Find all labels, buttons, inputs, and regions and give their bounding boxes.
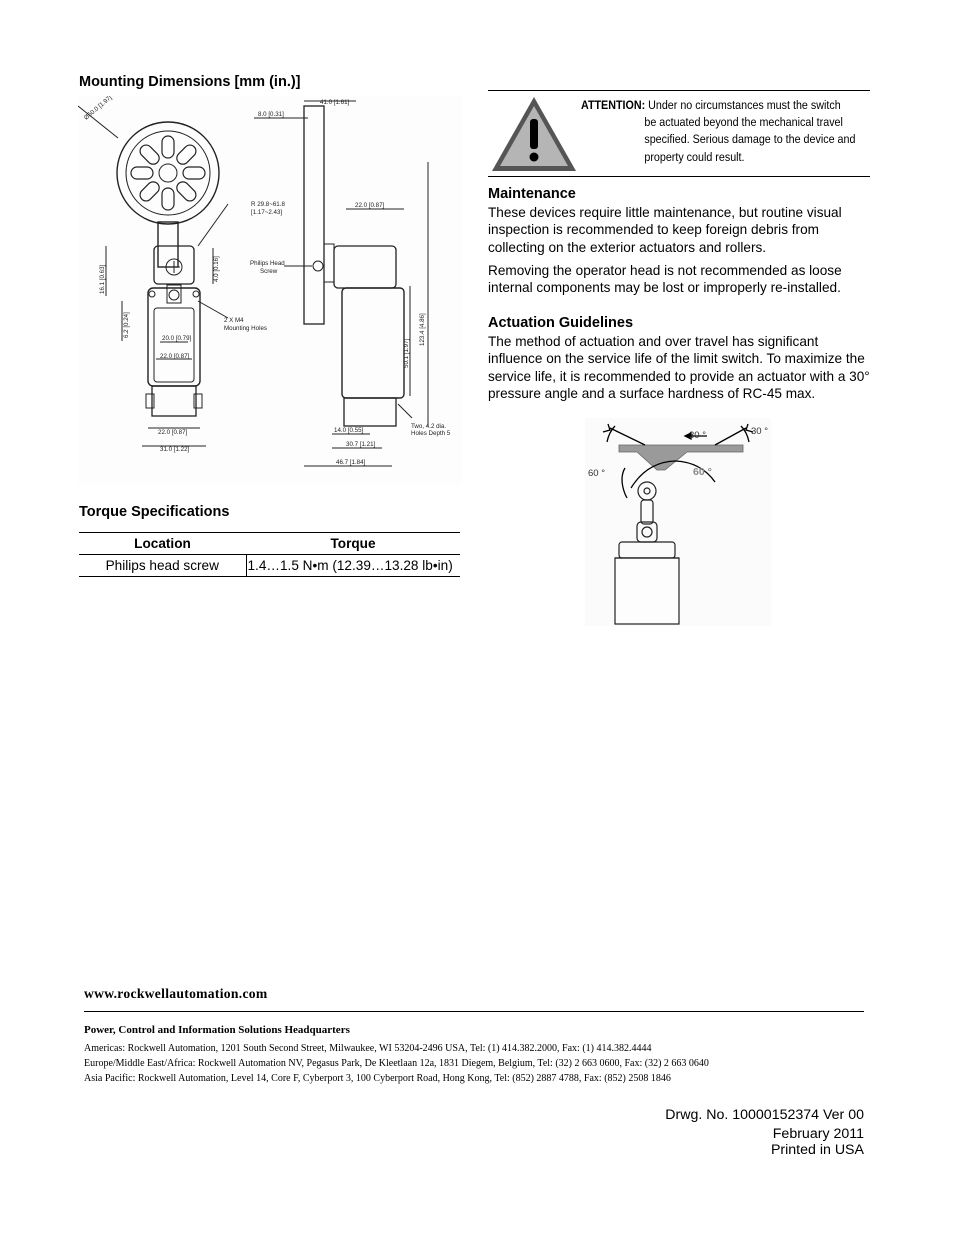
svg-text:46.7 [1.84]: 46.7 [1.84] xyxy=(336,459,366,466)
svg-text:Mounting Holes: Mounting Holes xyxy=(224,325,267,332)
mounting-dimensions-drawing xyxy=(78,96,462,484)
actuation-paragraph: The method of actuation and over travel has significant influence on the service life of the limit switch. To maximize the service life, it is recommended to provide an actuator with a 30° pressure angle and a surface hardness of RC-45 max. xyxy=(488,334,870,402)
maintenance-title: Maintenance xyxy=(488,186,576,202)
svg-text:16.1 [0.63]: 16.1 [0.63] xyxy=(99,264,106,294)
column-header-location: Location xyxy=(79,533,246,555)
svg-text:R 29.8~61.8: R 29.8~61.8 xyxy=(251,201,285,208)
svg-text:31.0 [1.22]: 31.0 [1.22] xyxy=(160,446,190,453)
footer-url[interactable]: www.rockwellautomation.com xyxy=(84,986,268,1001)
svg-text:Screw: Screw xyxy=(260,268,278,275)
svg-text:22.0 [0.87]: 22.0 [0.87] xyxy=(355,202,385,209)
attention-line1: Under no circumstances must the switch xyxy=(648,98,841,112)
attention-text xyxy=(581,97,871,166)
drawing-number: Drwg. No. 10000152374 Ver 00 xyxy=(665,1107,864,1123)
svg-text:Ø50.0 [1.97]: Ø50.0 [1.97] xyxy=(82,96,114,122)
actuation-figure xyxy=(585,418,771,626)
cell-location: Philips head screw xyxy=(79,555,246,577)
svg-text:Two, 4.2 dia.: Two, 4.2 dia. xyxy=(411,423,447,430)
svg-text:20.0 [0.79]: 20.0 [0.79] xyxy=(162,335,192,342)
cell-torque: 1.4…1.5 N•m (12.39…13.28 lb•in) xyxy=(246,555,460,577)
svg-text:22.0 [0.87]: 22.0 [0.87] xyxy=(158,429,188,436)
angle-center-label: 60 ° xyxy=(693,466,712,478)
angle-left-label: 60 ° xyxy=(588,468,606,479)
maintenance-paragraph-2: Removing the operator head is not recommended as loose internal components may be lost or improperly re-installed. xyxy=(488,263,842,296)
footer-americas: Americas: Rockwell Automation, 1201 South Second Street, Milwaukee, WI 53204-2496 USA, Tel: (1) 414.382.2000, Fax: (1) 414.382.4444 xyxy=(84,1043,652,1054)
svg-text:Holes Depth 5: Holes Depth 5 xyxy=(411,430,451,437)
attention-label: ATTENTION: xyxy=(581,98,646,112)
svg-text:6.2 [0.24]: 6.2 [0.24] xyxy=(123,312,130,338)
svg-text:4.0 [0.16]: 4.0 [0.16] xyxy=(213,256,220,282)
svg-text:8.0 [0.31]: 8.0 [0.31] xyxy=(258,111,284,118)
footer-divider xyxy=(84,1011,864,1012)
actuation-title: Actuation Guidelines xyxy=(488,315,634,331)
table-row xyxy=(79,555,460,577)
torque-title: Torque Specifications xyxy=(79,504,230,520)
torque-table xyxy=(79,532,460,577)
attention-box xyxy=(488,90,870,177)
footer-headquarters: Power, Control and Information Solutions Headquarters xyxy=(84,1024,350,1036)
svg-text:Philips Head: Philips Head xyxy=(250,260,285,267)
svg-text:123.4 [4.86]: 123.4 [4.86] xyxy=(419,313,426,346)
publication-date: February 2011 xyxy=(772,1126,864,1142)
svg-text:[1.17~2.43]: [1.17~2.43] xyxy=(251,209,283,216)
svg-text:41.0 [1.61]: 41.0 [1.61] xyxy=(320,99,350,106)
svg-text:50.1 [1.97]: 50.1 [1.97] xyxy=(403,338,410,368)
attention-body: be actuated beyond the mechanical travel specified. Serious damage to the device and property could result. xyxy=(644,115,856,164)
angle-right-label: 30 ° xyxy=(751,426,769,437)
svg-text:2 X M4: 2 X M4 xyxy=(224,317,244,324)
footer-apac: Asia Pacific: Rockwell Automation, Level 14, Core F, Cyberport 3, 100 Cyberport Road, Hong Kong, Tel: (852) 2887 4788, Fax: (852) 2508 1846 xyxy=(84,1073,671,1084)
column-header-torque: Torque xyxy=(246,533,460,555)
torque-table-header xyxy=(79,533,460,555)
svg-text:30.7 [1.21]: 30.7 [1.21] xyxy=(346,441,376,448)
warning-icon xyxy=(490,95,578,173)
maintenance-paragraph-1: These devices require little maintenance, but routine visual inspection is recommended to keep foreign debris from collecting on the exterior actuators and rollers. xyxy=(488,205,842,255)
mounting-title: Mounting Dimensions [mm (in.)] xyxy=(79,74,301,90)
svg-text:14.0 [0.55]: 14.0 [0.55] xyxy=(334,427,364,434)
footer-emea: Europe/Middle East/Africa: Rockwell Automation NV, Pegasus Park, De Kleetlaan 12a, 1831 Diegem, Belgium, Tel: (32) 2 663 0600, Fax: (32) 2 663 0640 xyxy=(84,1058,709,1069)
angle-top-label: 30 ° xyxy=(689,430,707,441)
printed-in: Printed in USA xyxy=(770,1142,864,1158)
svg-text:22.0 [0.87]: 22.0 [0.87] xyxy=(160,353,190,360)
